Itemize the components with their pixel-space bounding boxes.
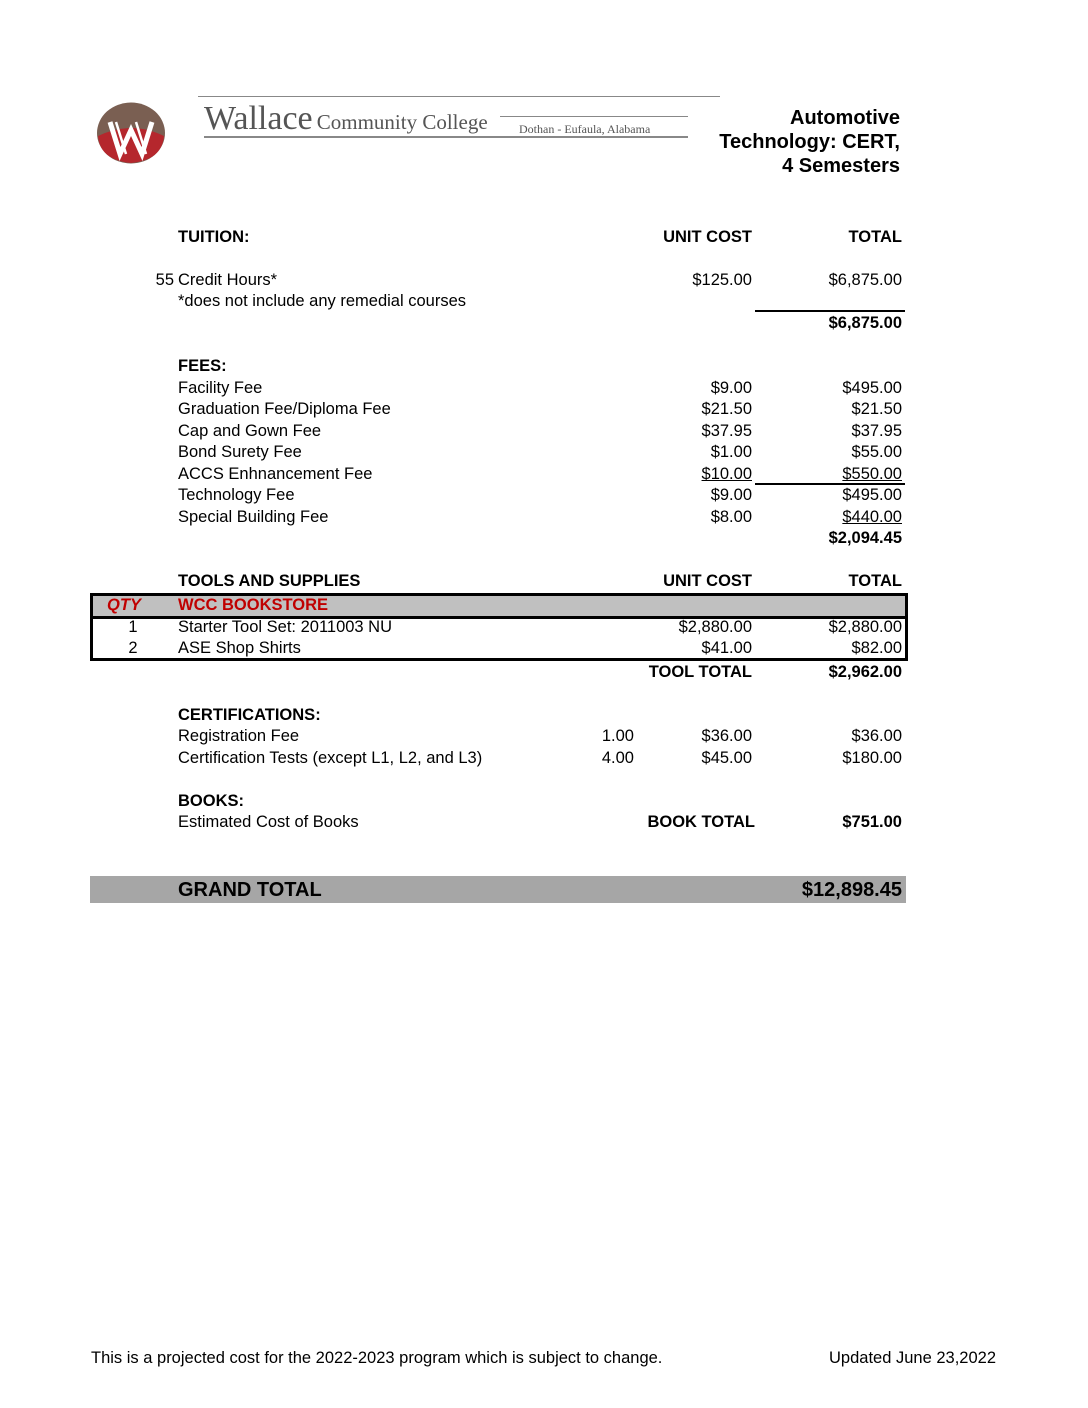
bookstore-header: WCC BOOKSTORE	[178, 596, 329, 614]
credit-hours-unit-cost: $125.00	[692, 271, 752, 289]
tool-label: ASE Shop Shirts	[178, 639, 301, 657]
tool-total-label: TOOL TOTAL	[648, 663, 752, 681]
fee-label: Cap and Gown Fee	[178, 422, 322, 440]
tuition-heading: TUITION:	[178, 228, 250, 246]
tool-unit-cost: $41.00	[701, 639, 752, 657]
tuition-note: *does not include any remedial courses	[178, 292, 467, 310]
fee-unit-cost: $37.95	[701, 422, 752, 440]
cert-qty: 1.00	[601, 727, 634, 745]
college-name-main: Wallace	[204, 100, 313, 137]
grand-total-label: GRAND TOTAL	[178, 879, 322, 901]
fee-label: Facility Fee	[178, 379, 263, 397]
cert-qty: 4.00	[601, 749, 634, 767]
tool-unit-cost: $2,880.00	[678, 618, 752, 636]
grand-total-value: $12,898.45	[801, 879, 902, 901]
credit-hours-qty: 55	[155, 271, 174, 289]
program-title-line-1: Automotive	[790, 107, 900, 129]
college-locations: Dothan - Eufaula, Alabama	[519, 122, 651, 136]
fee-unit-cost: $8.00	[710, 508, 752, 526]
qty-header: QTY	[107, 596, 141, 614]
cert-total: $36.00	[851, 727, 902, 745]
tuition-total-header: TOTAL	[848, 228, 902, 246]
fee-unit-cost: $9.00	[710, 379, 752, 397]
cert-total: $180.00	[842, 749, 902, 767]
fee-total: $21.50	[851, 400, 902, 418]
program-title-line-2: Technology: CERT,	[719, 131, 900, 153]
cert-label: Registration Fee	[178, 727, 300, 745]
cert-unit-cost: $36.00	[701, 727, 752, 745]
college-logo	[96, 102, 166, 164]
fees-subtotal: $2,094.45	[828, 529, 902, 547]
college-seal-icon	[96, 102, 166, 164]
fee-unit-cost: $9.00	[710, 486, 752, 504]
credit-hours-label: Credit Hours*	[178, 271, 278, 289]
fee-label: ACCS Enhnancement Fee	[178, 465, 373, 483]
tool-qty: 1	[128, 618, 138, 636]
cert-unit-cost: $45.00	[701, 749, 752, 767]
certifications-heading: CERTIFICATIONS:	[178, 706, 321, 724]
fee-label: Graduation Fee/Diploma Fee	[178, 400, 391, 418]
book-total-label: BOOK TOTAL	[647, 813, 755, 831]
fees-heading: FEES:	[178, 357, 227, 375]
tuition-unit-cost-header: UNIT COST	[663, 228, 752, 246]
fee-total: $495.00	[842, 486, 902, 504]
college-wordmark	[204, 100, 488, 138]
tools-unit-cost-header: UNIT COST	[663, 572, 752, 590]
fee-label: Special Building Fee	[178, 508, 329, 526]
tool-total: $82.00	[851, 639, 902, 657]
tuition-subtotal: $6,875.00	[828, 314, 902, 332]
book-total-value: $751.00	[842, 813, 902, 831]
tools-total-header: TOTAL	[848, 572, 902, 590]
fee-label: Technology Fee	[178, 486, 295, 504]
tuition-subtotal-rule	[755, 310, 905, 312]
program-title-line-3: 4 Semesters	[782, 155, 900, 177]
college-name-rest: Community College	[316, 110, 488, 134]
tool-total: $2,880.00	[828, 618, 902, 636]
fee-unit-cost: $1.00	[710, 443, 752, 461]
books-label: Estimated Cost of Books	[178, 813, 359, 831]
fee-total: $495.00	[842, 379, 902, 397]
fee-unit-cost: $10.00	[701, 465, 752, 483]
cert-label: Certification Tests (except L1, L2, and L3)	[178, 749, 483, 767]
books-heading: BOOKS:	[178, 792, 244, 810]
credit-hours-total: $6,875.00	[828, 271, 902, 289]
header-top-rule	[198, 96, 720, 97]
tools-heading: TOOLS AND SUPPLIES	[178, 572, 361, 590]
fee-unit-cost: $21.50	[701, 400, 752, 418]
tool-label: Starter Tool Set: 2011003 NU	[178, 618, 393, 636]
program-title	[640, 106, 900, 178]
footer-updated: Updated June 23,2022	[829, 1349, 996, 1367]
fee-total: $55.00	[851, 443, 902, 461]
footer-disclaimer: This is a projected cost for the 2022-2023 program which is subject to change.	[91, 1349, 663, 1367]
fee-total: $440.00	[842, 508, 902, 526]
fee-total: $37.95	[851, 422, 902, 440]
tool-total-value: $2,962.00	[828, 663, 902, 681]
fee-total: $550.00	[842, 465, 902, 483]
tool-qty: 2	[128, 639, 138, 657]
fee-label: Bond Surety Fee	[178, 443, 302, 461]
